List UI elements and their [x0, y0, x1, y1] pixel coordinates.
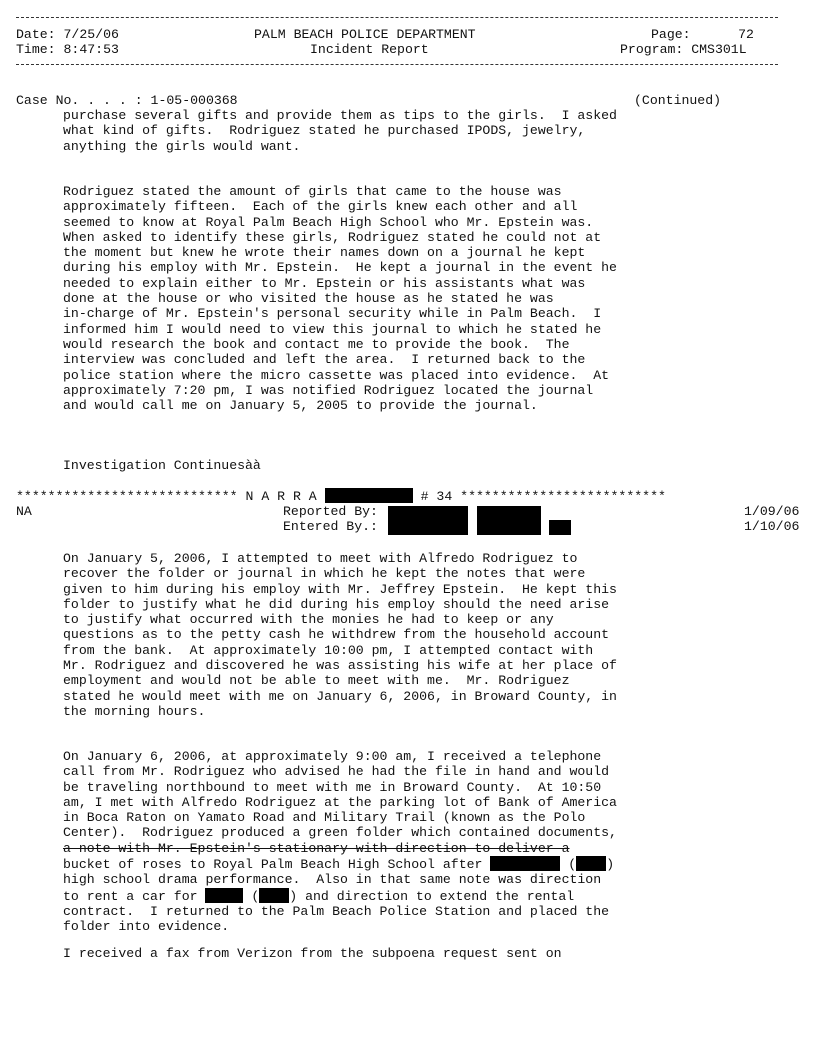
header-time-row [16, 42, 119, 57]
text-line: from the bank. At approximately 10:00 pm, I attempted contact with [63, 642, 594, 658]
text-line: to justify what occurred with the monies he had to keep or any [63, 612, 554, 628]
text-line: purchase several gifts and provide them as tips to the girls. I asked [63, 108, 617, 123]
text-line: On January 6, 2006, at approximately 9:00 am, I received a telephone [63, 749, 602, 764]
text-line: questions as to the petty cash he withdrew from the household account [63, 627, 610, 643]
text-line: done at the house or who visited the house as he stated he was [63, 291, 554, 307]
text-line: interview was concluded and left the area. I returned back to the [63, 352, 586, 368]
page-number: 72 [738, 27, 754, 42]
reported-by-label: Reported By: [283, 504, 378, 519]
text-line: needed to explain either to Mr. Epstein or his assistants what was [63, 275, 586, 291]
page-label: Page: [651, 27, 691, 42]
report-date: 7/25/06 [63, 27, 119, 42]
text-line: a note with Mr. Epstein's stationary with direction to deliver a [63, 840, 570, 856]
continued-label: (Continued) [634, 93, 722, 108]
header-program-row [620, 42, 747, 57]
text-line: folder into evidence. [63, 919, 230, 935]
case-label: Case No. . . . : [16, 93, 143, 108]
text-line: the moment but knew he wrote their names down on a journal he kept [63, 245, 586, 261]
narrative-code: NA [16, 504, 32, 519]
text-line: Center). Rodriguez produced a green folder which contained documents, [63, 825, 617, 841]
redaction-box [490, 856, 560, 871]
case-number-row [16, 93, 238, 108]
program-code: CMS301L [691, 42, 747, 57]
text-line: be traveling northbound to meet with me in Broward County. At 10:50 [63, 779, 602, 795]
header-bottom-rule [16, 64, 778, 65]
text-line: Rodriguez stated the amount of girls that came to the house was [63, 184, 562, 199]
narrative-stars-right: ************************** [460, 489, 666, 504]
narrative-stars-left: **************************** N A R R A [16, 489, 317, 504]
text-line: and would call me on January 5, 2005 to provide the journal. [63, 398, 538, 414]
department-name: PALM BEACH POLICE DEPARTMENT [254, 27, 476, 42]
redaction-box [259, 888, 289, 903]
text-line: during his employ with Mr. Epstein. He kept a journal in the event he [63, 260, 617, 276]
header-page-row [651, 27, 754, 42]
redaction-box [549, 520, 571, 535]
reported-date: 1/09/06 [744, 504, 800, 519]
header-top-rule [16, 17, 778, 18]
text-line: police station where the micro cassette was placed into evidence. At [63, 367, 610, 383]
text-line: On January 5, 2006, I attempted to meet with Alfredo Rodriguez to [63, 551, 578, 566]
text-line: approximately 7:20 pm, I was notified Rodriguez located the journal [63, 382, 594, 398]
program-label: Program: [620, 42, 684, 57]
text-line: stated he would meet with me on January 6, 2006, in Broward County, in [63, 688, 617, 704]
paragraph-verizon-fax [63, 946, 803, 961]
text-line: what kind of gifts. Rodriguez stated he purchased IPODS, jewelry, [63, 123, 586, 139]
case-number: 1-05-000368 [150, 93, 238, 108]
redaction-box [325, 488, 413, 503]
paragraph-january-6 [63, 749, 803, 935]
text-fragment: ) [606, 857, 615, 873]
text-line: Mr. Rodriguez and discovered he was assisting his wife at her place of [63, 658, 617, 674]
text-line: in-charge of Mr. Epstein's personal security while in Palm Beach. I [63, 306, 602, 322]
text-fragment: ) and direction to extend the rental [289, 888, 575, 904]
report-type: Incident Report [310, 42, 429, 57]
text-line: contract. I returned to the Palm Beach Police Station and placed the [63, 903, 610, 919]
text-line: would research the book and contact me to provide the book. The [63, 336, 570, 352]
paragraph-girls-journal [63, 184, 803, 413]
text-line: call from Mr. Rodriguez who advised he had the file in hand and would [63, 764, 610, 780]
paragraph-gifts [63, 108, 803, 154]
text-fragment: to rent a car for [63, 888, 206, 904]
time-label: Time: [16, 42, 56, 57]
text-line-redacted [63, 856, 803, 872]
text-line: folder to justify what he did during his employ should the need arise [63, 596, 610, 612]
redaction-box [576, 856, 606, 871]
text-line: informed him I would need to view this journal to which he stated he [63, 321, 602, 337]
date-label: Date: [16, 27, 56, 42]
text-line: employment and would not be able to meet with me. Mr. Rodriguez [63, 673, 570, 689]
narrative-stars-row [16, 488, 666, 504]
text-line: When asked to identify these girls, Rodriguez stated he could not at [63, 229, 602, 245]
text-line: anything the girls would want. [63, 138, 301, 154]
redaction-box [205, 888, 243, 903]
text-fragment: ( [243, 888, 260, 904]
text-line: given to him during his employ with Mr. Jeffrey Epstein. He kept this [63, 581, 617, 597]
text-line-redacted [63, 888, 803, 904]
redaction-box [477, 506, 541, 535]
text-line: seemed to know at Royal Palm Beach High School who Mr. Epstein was. [63, 214, 594, 230]
paragraph-january-5 [63, 551, 803, 719]
narrative-number: # 34 [420, 489, 453, 504]
text-line: approximately fifteen. Each of the girls knew each other and all [63, 199, 578, 215]
text-line: I received a fax from Verizon from the subpoena request sent on [63, 946, 562, 961]
text-fragment: bucket of roses to Royal Palm Beach High School after [63, 857, 491, 873]
text-fragment: ( [560, 857, 577, 873]
text-line: the morning hours. [63, 703, 206, 719]
redaction-box [388, 506, 468, 535]
text-line: high school drama performance. Also in that same note was direction [63, 872, 602, 888]
text-line: recover the folder or journal in which he kept the notes that were [63, 566, 586, 582]
header-date-row [16, 27, 119, 42]
text-line: in Boca Raton on Yamato Road and Military Trail (known as the Polo [63, 810, 586, 826]
entered-date: 1/10/06 [744, 519, 800, 534]
text-line: am, I met with Alfredo Rodriguez at the parking lot of Bank of America [63, 794, 617, 810]
text-line: Investigation Continuesàà [63, 458, 261, 473]
investigation-continues [63, 458, 803, 473]
report-time: 8:47:53 [63, 42, 119, 57]
entered-by-label: Entered By.: [283, 519, 378, 534]
